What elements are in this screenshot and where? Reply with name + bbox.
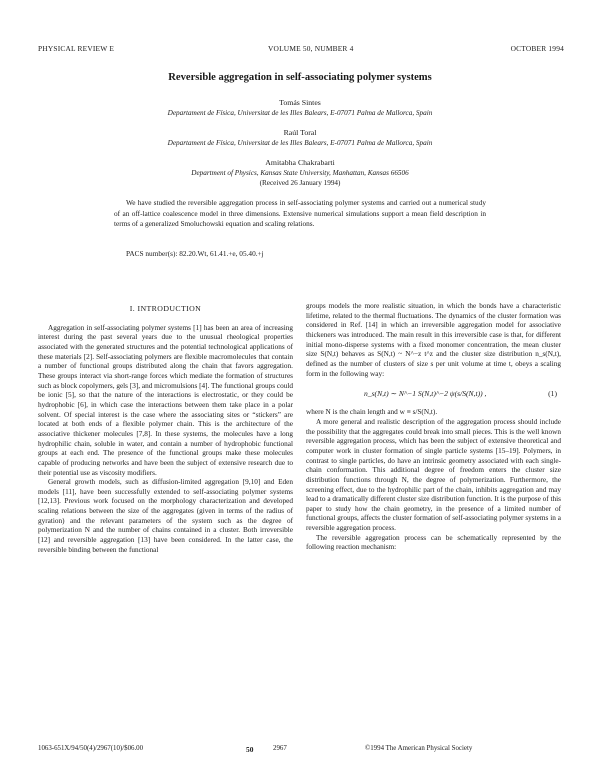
paragraph: Aggregation in self-associating polymer systems [1] has been an area of increasing interest during the past several years due to the unusual rheological properties associated with the generated structures and the potential technological applications of these materials [2]. Self-associating polymers are flexible macromolecules that contain a number of functional groups distributed along the chain that favors aggregation. These groups interact via short-range forces which mediate the formation of structures such as block copolymers, gels [3], and micromulsions [4]. The functional groups could be ionic [5], so that the nature of the interactions is electrostatic, or they could be hydrophobic [6], in which case the interactions between them take place in a polar solvent. Of special interest is the case where the associating sites or “stickers” are located at both ends of a flexible polymer chain. This is the architecture of the associative thickener molecules [7,8]. In these systems, the molecules have a long hydrophilic chain, soluble in water, and contain a number of hydrophobic functional groups at each end. The presence of the functional groups make these molecules capable of producing networks and have been the subject of extensive research due to their potential use as viscosity modifiers. [38,323,293,477]
page-number: 2967 [273,745,287,752]
received-date: (Received 26 January 1994) [259,179,341,187]
issue-date: OCTOBER 1994 [510,44,564,53]
section-heading: I. INTRODUCTION [129,304,202,313]
paragraph: The reversible aggregation process can be schematically represented by the following reaction mechanism: [306,533,561,552]
equation-body: n_s(N,t) ∼ N^−1 S(N,t)^−2 ψ(s/S(N,t)) , [364,389,487,399]
abstract-text: We have studied the reversible aggregation process in self-associating polymer systems and carried out a numerical study of an off-lattice coalescence model in three dimensions. Extensive numerical simulations support a mean field description in terms of a generalized Smoluchowski equation and scaling relations. [114,198,486,229]
right-column [306,302,561,553]
abstract [114,198,486,230]
author-3-name: Amitabha Chakrabarti [265,158,335,167]
paragraph: where N is the chain length and w ≡ s/S(N,t). [306,408,438,417]
footer-volume: 50 [246,745,254,754]
author-2-name: Raúl Toral [283,128,317,137]
author-1-name: Tomás Sintes [279,98,321,107]
paragraph: A more general and realistic description of the aggregation process should include the possibility that the aggregates could break into small pieces. This is the well known reversible aggregation process, which has been the subject of extensive theoretical and computer work in cluster formation of single particle systems [15–19]. Polymers, in contrast to single particles, do have an intrinsic geometry associated with each single-chain conformation. This additional degree of freedom enters the cluster size distribution functions through N, the degree of polymerization. Furthermore, the screening effect, due to the hydrophilic part of the chain, inhibits aggregation and may lead to a dramatically different cluster size distribution function. It is the purpose of this paper to study how the chain geometry, in the presence of a limited number of functional groups, affects the cluster formation of self-associating polymer systems in a reversible aggregation process. [306,417,561,533]
volume-number: VOLUME 50, NUMBER 4 [268,44,354,53]
left-column [38,304,293,555]
author-1-affiliation: Departament de Física, Universitat de les Illes Balears, E-07071 Palma de Mallorca, Spain [167,109,433,117]
paragraph: General growth models, such as diffusion-limited aggregation [9,10] and Eden models [11], have been successfully extended to self-associating polymer systems [12,13]. Previous work focused on the morphology characterization and developed scaling relations between the size of the aggregates (given in terms of the radius of gyration) and the relevant parameters of the system such as the degree of polymerization N and the number of chains contained in a cluster. Both irreversible [12] and reversible aggregation [13] have been considered. In the latter case, the reversible binding between the functional [38,478,293,554]
paper-title: Reversible aggregation in self-associating polymer systems [168,72,432,83]
copyright-notice: ©1994 The American Physical Society [365,745,473,752]
issn-code: 1063-651X/94/50(4)/2967(10)/$06.00 [38,745,144,752]
author-2-affiliation: Departament de Física, Universitat de les Illes Balears, E-07071 Palma de Mallorca, Spain [167,139,433,147]
paragraph: groups models the more realistic situation, in which the bonds have a characteristic lifetime, related to the thermal fluctuations. The dynamics of the cluster formation was considered in Ref. [14] in which an irreversible aggregation model for associative thickeners was introduced. The main result in this irreversible case is that, for different initial mono-disperse systems with a fixed monomer concentration, the mean cluster size S(N,t) behaves as S(N,t) ~ N^−z t^z and the cluster size distribution n_s(N,t), defined as the number of clusters of size s per unit volume at time t, obeys a scaling form in the following way: [306,302,561,378]
pacs-numbers: PACS number(s): 82.20.Wt, 61.41.+e, 05.40.+j [126,249,264,258]
equation-1 [306,383,561,405]
journal-name: PHYSICAL REVIEW E [38,44,115,53]
author-3-affiliation: Department of Physics, Kansas State University, Manhattan, Kansas 66506 [191,169,409,177]
equation-number: (1) [548,389,557,399]
